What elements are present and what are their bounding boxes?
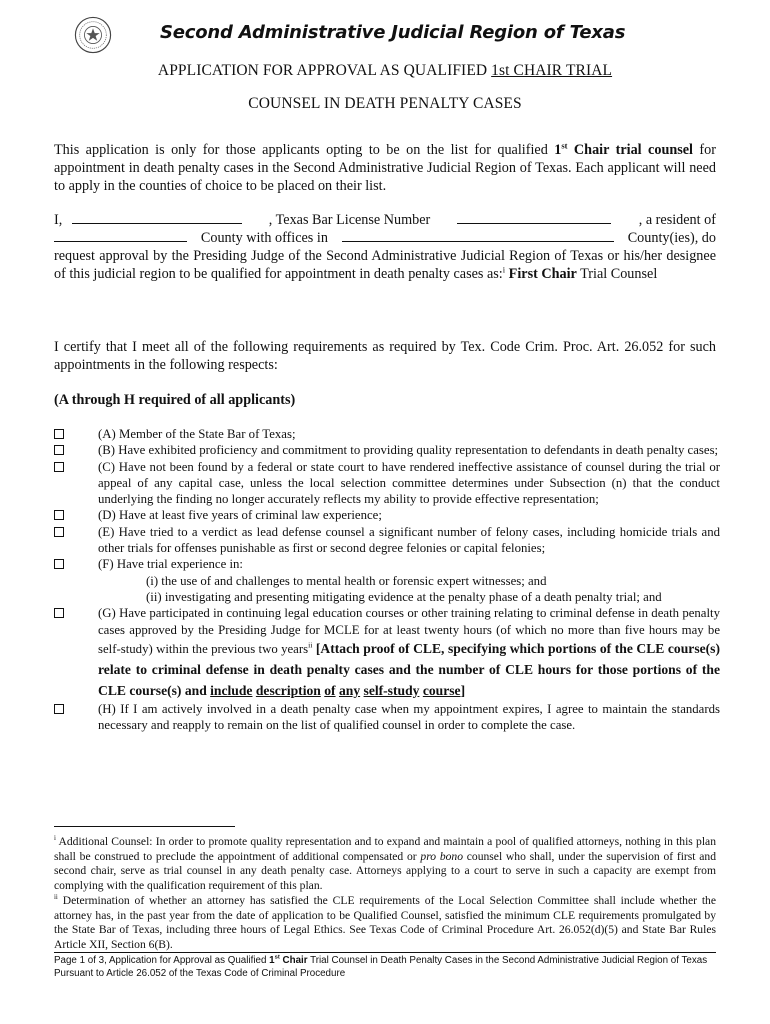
title-underlined: 1st CHAIR TRIAL — [491, 62, 613, 79]
applicant-fill-paragraph — [54, 211, 716, 283]
intro-text: This application is only for those applicants opting to be on the list for qualified — [54, 142, 555, 158]
certify-paragraph: I certify that I meet all of the following requirements as required by Tex. Code Crim. Proc. Art. 26.052 for such appointments in the following respects: — [54, 339, 716, 373]
cle-description: description — [255, 682, 321, 698]
footnote-marker-i: i — [502, 264, 506, 275]
request-text: request approval by the Presiding Judge of the Second Administrative Judicial Region of Texas or his/her designee of this judicial region to be qualified for appointment in death penalty cases as: — [54, 248, 716, 282]
cle-bracket-end: ] — [460, 682, 466, 698]
intro-text-end: for appointment in death penalty cases in the Second Administrative Judicial Region of Texas. Each applicant will need to apply in the counties of choice to be placed on their list. — [54, 142, 716, 194]
title-prefix: APPLICATION FOR APPROVAL AS QUALIFIED — [157, 62, 492, 79]
fill-request-text — [54, 247, 716, 283]
cle-include: include — [210, 682, 253, 698]
requirement-f-i: (i) the use of and challenges to mental health or forensic expert witnesses; and — [146, 573, 547, 588]
requirements-heading: (A through H required of all applicants) — [54, 392, 296, 408]
cle-proof-text: [Attach proof of CLE, specifying which portions of the CLE course(s) relate to criminal defense in death penalty cases and the number of CLE hours for those portions of the CLE course(s) and — [98, 640, 720, 698]
requirement-d-text: (D) Have at least five years of criminal law experience; — [98, 508, 382, 523]
intro-ordinal-number: 1 — [554, 142, 562, 158]
first-chair-bold: First Chair — [505, 266, 577, 282]
cle-self-study: self-study — [363, 682, 420, 698]
footer-ordinal — [269, 955, 307, 966]
checkbox-e[interactable] — [54, 527, 64, 537]
requirement-e-text: (E) Have tried to a verdict as lead defense counsel a significant number of felony cases, including homicide trials and other trials for offenses punishable as first or second degree felonies or capital felonies; — [98, 524, 720, 556]
checkbox-h[interactable] — [54, 704, 64, 714]
region-title: Second Administrative Judicial Region of Texas — [160, 22, 626, 43]
requirement-h — [54, 701, 720, 734]
requirement-f-text: (F) Have trial experience in: — [98, 557, 243, 572]
requirement-f-ii: (ii) investigating and presenting mitigating evidence at the penalty phase of a death penalty trial; and — [146, 589, 662, 604]
footnote-2-text: Determination of whether an attorney has satisfied the CLE requirements of the Local Selection Committee shall include whether the attorney has, in the past year from the date of application to be Qualified Counsel, satisfied the minimum CLE requirements promulgated by the State Bar of Texas, including three hours of Legal Ethics. See Texas Code of Criminal Procedure Art. 26.052(d)(5) and State Bar Rules Article XII, Section 6(B). — [54, 894, 716, 951]
requirement-g-text: (G) Have participated in continuing legal education courses or other training relating to criminal defense in death penalty cases approved by the Presiding Judge for MCLE for at least twenty hours (of which no more than five hours may be self-study) within the previous two years — [98, 606, 720, 656]
footer-text-end: Trial Counsel in Death Penalty Cases in the Second Administrative Judicial Region of Texas Pursuant to Article 26.052 of the Texas Code of Criminal Procedure — [54, 955, 708, 979]
county-label: County with offices in — [200, 230, 328, 246]
footer-divider — [54, 952, 716, 953]
footer-bold: Chair — [279, 955, 308, 966]
footnote-1 — [54, 835, 716, 893]
checkbox-a[interactable] — [54, 429, 64, 439]
footnote-marker-ii: ii — [308, 640, 313, 650]
intro-bold: Chair trial counsel — [567, 142, 693, 158]
office-counties-field[interactable] — [342, 229, 614, 242]
footer-text: Page 1 of 3, Application for Approval as Qualified — [54, 955, 270, 966]
intro-ordinal-sup: st — [561, 140, 568, 151]
intro-paragraph — [54, 141, 716, 195]
requirement-b-text: (B) Have exhibited proficiency and commitment to providing quality representation to defendants in death penalty cases; — [98, 443, 719, 458]
footnote-2-marker: ii — [54, 893, 58, 902]
requirement-e — [54, 524, 720, 557]
checkbox-f[interactable] — [54, 559, 64, 569]
application-title-line1 — [0, 62, 770, 80]
footnote-1-text: Additional Counsel: In order to promote quality representation and to expand and maintain a pool of qualified attorneys, nothing in this plan shall be construed to preclude the appointment of additional compensated or — [54, 835, 716, 863]
counties-label: County(ies), do — [627, 230, 716, 246]
requirements-list — [54, 426, 720, 733]
footnote-1-italic: pro bono — [420, 849, 464, 863]
footer-ordinal-sup: st — [274, 954, 280, 961]
intro-ordinal — [554, 142, 693, 158]
cle-course: course — [422, 682, 461, 698]
requirement-b — [54, 442, 720, 458]
requirement-f — [54, 556, 720, 605]
requirement-c-text: (C) Have not been found by a federal or state court to have rendered ineffective assistance of counsel during the trial or appeal of any capital case, unless the local selection committee determines under Subsection (n) that the conduct underlying the finding no longer accurately reflects my ability to provide effective representation; — [98, 459, 720, 507]
resident-label: , a resident of — [638, 212, 716, 228]
checkbox-d[interactable] — [54, 510, 64, 520]
bar-label: , Texas Bar License Number — [268, 212, 431, 228]
fill-line1 — [54, 211, 716, 229]
fill-line2 — [54, 229, 716, 247]
footnote-1-marker: i — [54, 834, 56, 843]
requirement-a — [54, 426, 720, 442]
application-title-line2: COUNSEL IN DEATH PENALTY CASES — [248, 95, 522, 112]
page-footer — [54, 955, 716, 980]
bar-license-field[interactable] — [457, 211, 611, 224]
footnote-divider — [54, 826, 235, 827]
resident-county-field[interactable] — [54, 229, 187, 242]
requirement-g — [54, 605, 720, 701]
checkbox-b[interactable] — [54, 445, 64, 455]
requirement-h-text: (H) If I am actively involved in a death penalty case when my appointment expires, I agree to maintain the standards necessary and reapply to remain on the list of qualified counsel in order to complete the case. — [98, 701, 720, 733]
footnote-2 — [54, 894, 716, 952]
footnote-1-text-end: counsel who shall, under the supervision of first and second chair, serve as trial counsel in any death penalty case. Attorneys applying to a court to serve in such a capacity are exempt from complying with the qualification requirement of this plan. — [54, 849, 717, 892]
cle-any: any — [338, 682, 361, 698]
trial-counsel-text: Trial Counsel — [576, 266, 658, 282]
checkbox-g[interactable] — [54, 608, 64, 618]
i-label: I, — [54, 212, 63, 228]
checkbox-c[interactable] — [54, 462, 64, 472]
requirement-a-text: (A) Member of the State Bar of Texas; — [98, 427, 296, 441]
texas-judicial-seal-icon — [74, 16, 112, 54]
cle-of: of — [324, 682, 336, 698]
requirement-d — [54, 507, 720, 523]
applicant-name-field[interactable] — [72, 211, 242, 224]
footer-ordinal-number: 1 — [269, 955, 275, 966]
requirement-c — [54, 459, 720, 508]
